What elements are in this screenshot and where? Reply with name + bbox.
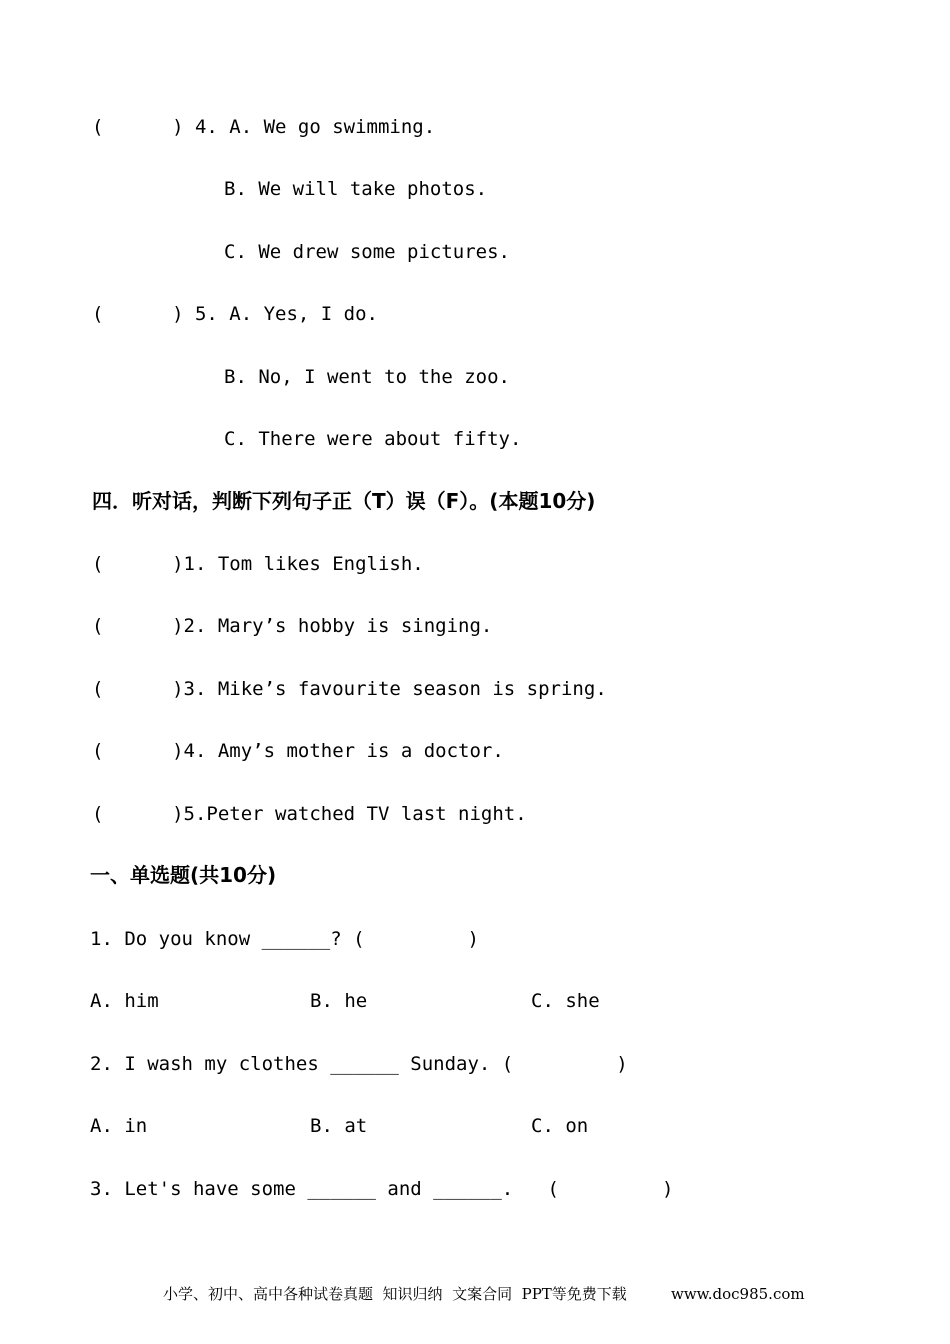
question-4-option-c: C. We drew some pictures. (224, 241, 510, 263)
tf-item-4: ( )4. Amy’s mother is a doctor. (92, 740, 504, 762)
mc-question-1-option-a: A. him (90, 990, 159, 1012)
mc-question-1-option-c: C. she (531, 990, 600, 1012)
mc-question-3-stem: 3. Let's have some ______ and ______. ( ) (90, 1178, 674, 1200)
question-5-option-c: C. There were about fifty. (224, 428, 522, 450)
mc-question-1-stem: 1. Do you know ______? ( ) (90, 928, 479, 950)
footer-url[interactable]: www.doc985.com (671, 1285, 805, 1303)
mc-question-2-option-a: A. in (90, 1115, 148, 1137)
section-4-title: 四．听对话，判断下列句子正（T）误（F）。(本题10分) (92, 489, 596, 513)
footer-text: 小学、初中、高中各种试卷真题 知识归纳 文案合同 PPT等免费下载 (163, 1285, 627, 1303)
question-4-option-b: B. We will take photos. (224, 178, 488, 200)
tf-item-1: ( )1. Tom likes English. (92, 553, 424, 575)
tf-item-5: ( )5.Peter watched TV last night. (92, 803, 527, 825)
tf-item-2: ( )2. Mary’s hobby is singing. (92, 615, 493, 637)
mc-question-2-option-c: C. on (531, 1115, 589, 1137)
mc-question-2-stem: 2. I wash my clothes ______ Sunday. ( ) (90, 1053, 628, 1075)
question-5-stem: ( ) 5. A. Yes, I do. (92, 303, 378, 325)
multiple-choice-title: 一、单选题(共10分) (90, 863, 277, 887)
question-4-stem: ( ) 4. A. We go swimming. (92, 116, 436, 138)
mc-question-1-option-b: B. he (310, 990, 368, 1012)
mc-question-2-option-b: B. at (310, 1115, 368, 1137)
tf-item-3: ( )3. Mike’s favourite season is spring. (92, 678, 607, 700)
question-5-option-b: B. No, I went to the zoo. (224, 366, 510, 388)
